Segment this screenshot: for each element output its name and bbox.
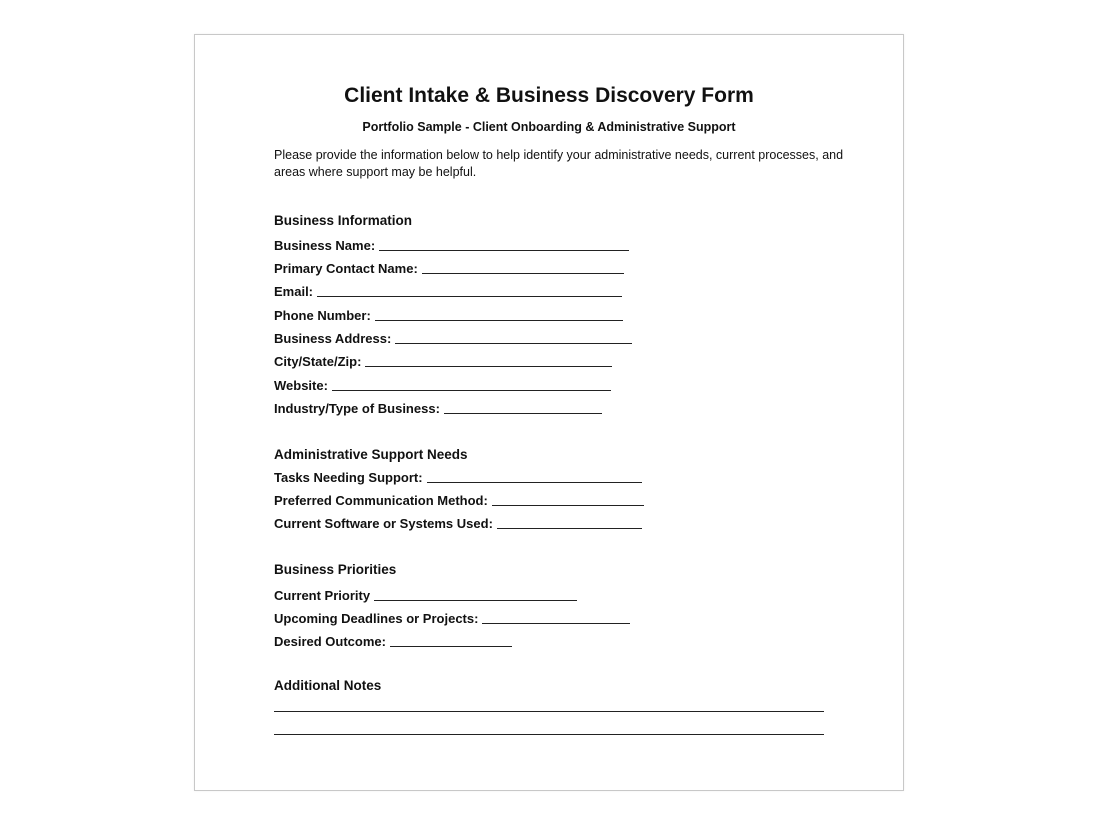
- blank-line[interactable]: [482, 623, 630, 624]
- field-label: Tasks Needing Support:: [274, 470, 423, 485]
- field-label: Phone Number:: [274, 308, 371, 323]
- email-field[interactable]: [274, 283, 622, 301]
- field-label: Preferred Communication Method:: [274, 493, 488, 508]
- field-label: City/State/Zip:: [274, 354, 362, 369]
- blank-line[interactable]: [427, 482, 642, 483]
- field-label: Current Software or Systems Used:: [274, 516, 493, 531]
- blank-line[interactable]: [332, 390, 611, 391]
- blank-line[interactable]: [492, 505, 644, 506]
- preferred-communication-field[interactable]: [274, 492, 644, 510]
- field-label: Business Name:: [274, 238, 376, 253]
- current-priority-field[interactable]: [274, 587, 577, 605]
- tasks-needing-support-field[interactable]: [274, 469, 642, 487]
- section-heading-business-priorities: Business Priorities: [274, 562, 397, 577]
- field-label: Industry/Type of Business:: [274, 401, 440, 416]
- website-field[interactable]: [274, 377, 611, 395]
- desired-outcome-field[interactable]: [274, 633, 512, 651]
- field-label: Desired Outcome:: [274, 634, 386, 649]
- blank-line[interactable]: [422, 273, 624, 274]
- blank-line[interactable]: [379, 250, 629, 251]
- business-name-field[interactable]: [274, 237, 629, 255]
- phone-number-field[interactable]: [274, 307, 623, 325]
- business-address-field[interactable]: [274, 330, 632, 348]
- form-title: Client Intake & Business Discovery Form: [344, 84, 754, 107]
- section-heading-business-information: Business Information: [274, 213, 413, 228]
- blank-line[interactable]: [497, 528, 642, 529]
- blank-line[interactable]: [365, 366, 612, 367]
- blank-line[interactable]: [395, 343, 632, 344]
- field-label: Current Priority: [274, 588, 371, 603]
- blank-line[interactable]: [374, 600, 577, 601]
- section-heading-additional-notes: Additional Notes: [274, 678, 382, 693]
- field-label: Website:: [274, 378, 328, 393]
- blank-line[interactable]: [317, 296, 622, 297]
- primary-contact-name-field[interactable]: [274, 260, 624, 278]
- city-state-zip-field[interactable]: [274, 353, 612, 371]
- current-software-field[interactable]: [274, 515, 642, 533]
- industry-field[interactable]: [274, 400, 602, 418]
- form-page: [194, 34, 904, 791]
- notes-line-2[interactable]: [274, 734, 824, 735]
- field-label: Email:: [274, 284, 314, 299]
- notes-line-1[interactable]: [274, 711, 824, 712]
- blank-line[interactable]: [444, 413, 602, 414]
- field-label: Business Address:: [274, 331, 392, 346]
- blank-line[interactable]: [375, 320, 623, 321]
- field-label: Primary Contact Name:: [274, 261, 418, 276]
- blank-line[interactable]: [390, 646, 512, 647]
- form-subtitle: Portfolio Sample - Client Onboarding & Administrative Support: [362, 120, 736, 134]
- upcoming-deadlines-field[interactable]: [274, 610, 630, 628]
- field-label: Upcoming Deadlines or Projects:: [274, 611, 479, 626]
- form-intro: Please provide the information below to help identify your administrative needs, current processes, and areas where support may be helpful.: [274, 148, 844, 179]
- section-heading-administrative-support-needs: Administrative Support Needs: [274, 447, 468, 462]
